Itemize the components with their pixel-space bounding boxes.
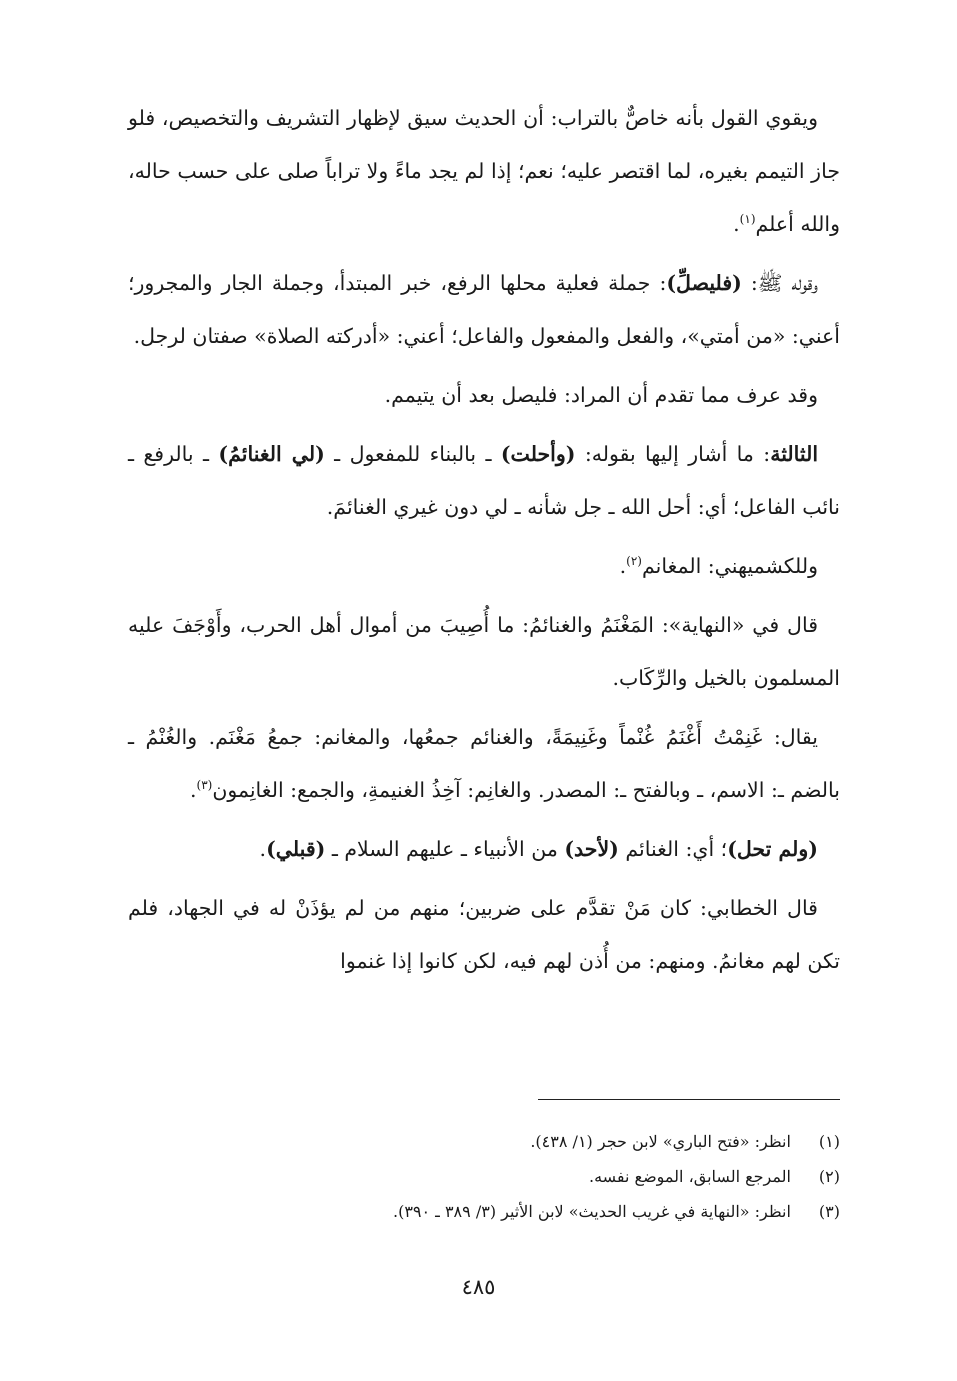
footnote-3 (128, 1194, 840, 1229)
paragraph-text: : جملة فعلية محلها الرفع، خبر المبتدأ، وجملة الجار والمجرور؛ أعني: «من أمتي»، والفعل والمفعول والفاعل؛ أعني: «أدركته الصلاة» صفتان لرجل. (128, 271, 840, 348)
paragraph-text: . (190, 778, 197, 802)
paragraph-text: وقد عرف مما تقدم أن المراد: فليصل بعد أن يتيمم. (384, 383, 818, 407)
paragraph-text: ؛ أي: الغنائم (618, 837, 728, 861)
footnote-number: (٣) (818, 1202, 840, 1221)
footnote-marker: (١) (739, 212, 756, 227)
footnote-text: انظر: «النهاية في غريب الحديث» لابن الأثير (٣/ ٣٨٩ ـ ٣٩٠). (392, 1202, 791, 1221)
paragraph (128, 428, 840, 534)
paragraph-text: . (259, 837, 267, 861)
bold-term: (ولم تحل) (727, 837, 818, 861)
bold-term: (لأحد) (564, 837, 619, 861)
footnote-number: (٢) (818, 1167, 840, 1186)
paragraph-text: يقال: غَنِمْتُ أَغْنَمُ غُنْماً وغَنِيمَةً، والغنائم جمعُها، والمغانم: جمعُ مَغْنَم. والغُنْمُ ـ بالضم ـ: الاسم، ـ وبالفتح ـ: المصدر. والغانِم: آخِذُ الغنيمةِ، والجمع: الغانِمون (128, 725, 840, 802)
paragraph-text: وقوله ﷺ: (741, 271, 818, 295)
paragraph (128, 823, 840, 876)
bold-term: (لي الغنائمُ) (218, 442, 325, 466)
paragraph-text: ـ بالرفع ـ نائب الفاعل؛ أي: أحل الله ـ جل شأنه ـ لي دون غيري الغنائمَ. (128, 442, 840, 519)
paragraph (128, 257, 840, 363)
paragraph (128, 882, 840, 988)
bold-term: (فليصلِّ) (666, 271, 742, 295)
footnote-1 (128, 1124, 840, 1159)
paragraph-text: . (619, 554, 627, 578)
paragraph-text: . (733, 212, 740, 236)
page-number: ٤٨٥ (461, 1275, 496, 1299)
paragraph (128, 540, 840, 593)
paragraph (128, 369, 840, 422)
bold-term: الثالثة (770, 442, 819, 466)
paragraph-text: قال الخطابي: كان مَنْ تقدَّم على ضربين؛ منهم من لم يؤذَنْ له في الجهاد، فلم تكن لهم مغانمُ. ومنهم: من أُذن لهم فيه، لكن كانوا إذا غنموا (128, 896, 840, 973)
footnote-text: المرجع السابق، الموضع نفسه. (588, 1167, 791, 1186)
footnote-2 (128, 1159, 840, 1194)
bold-term: (قبلي) (266, 837, 326, 861)
footnote-number: (١) (818, 1132, 840, 1151)
paragraph (128, 92, 840, 251)
bold-term: (وأحلت) (500, 442, 576, 466)
footnote-divider (538, 1099, 840, 1100)
paragraph-text: قال في «النهاية»: المَغْنَمُ والغنائمُ: ما أُصِيبَ من أموال أهل الحرب، وأَوْجَفَ عليه المسلمون بالخيل والرِّكَاب. (128, 613, 840, 690)
paragraph-text: ويقوي القول بأنه خاصٌّ بالتراب: أن الحديث سيق لإظهار التشريف والتخصيص، فلو جاز التيمم بغيره، لما اقتصر عليه؛ نعم؛ إذا لم يجد ماءً ولا تراباً صلى على حسب حاله، والله أعلم (128, 106, 840, 236)
paragraph (128, 711, 840, 817)
paragraph-text: وللكشميهني: المغانم (641, 554, 818, 578)
footnote-marker: (٢) (626, 554, 642, 569)
paragraph-text: من الأنبياء ـ عليهم السلام ـ (325, 837, 565, 861)
paragraph-text: : ما أشار إليها بقوله: (575, 442, 771, 466)
paragraph (128, 599, 840, 705)
footnote-marker: (٣) (196, 778, 213, 793)
paragraph-text: ـ بالبناء للمفعول ـ (324, 442, 501, 466)
footnotes (128, 1124, 840, 1229)
footnote-text: انظر: «فتح الباري» لابن حجر (١/ ٤٣٨). (530, 1132, 791, 1151)
main-text (128, 92, 840, 994)
